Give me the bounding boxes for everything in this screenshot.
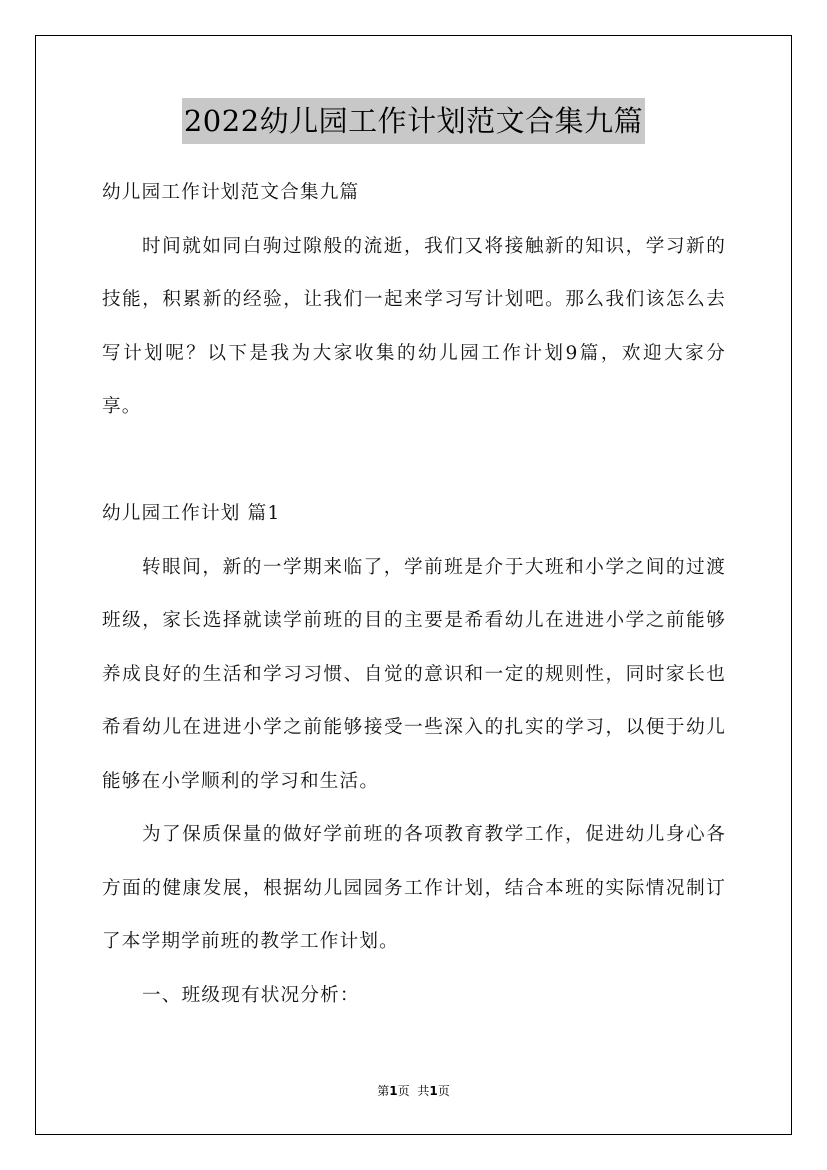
section-subheading: 一、班级现有状况分析： xyxy=(141,984,360,1006)
total-suffix: 页 xyxy=(437,1084,450,1098)
intro-paragraph: 时间就如同白驹过隙般的流逝，我们又将接触新的知识，学习新的技能，积累新的经验，让我们一起来学习写计划吧。那么我们该怎么去写计划呢？以下是我为大家收集的幼儿园工作计划9篇，欢迎大家分享。 xyxy=(102,235,726,417)
page-prefix: 第 xyxy=(377,1084,390,1098)
section-paragraph-2: 为了保质保量的做好学前班的各项教育教学工作，促进幼儿身心各方面的健康发展，根据幼儿园园务工作计划，结合本班的实际情况制订了本学期学前班的教学工作计划。 xyxy=(102,824,726,952)
page-suffix: 页 xyxy=(397,1084,410,1098)
document-title: 2022幼儿园工作计划范文合集九篇 xyxy=(182,98,645,144)
page-footer xyxy=(0,1083,827,1099)
page-total-number: 1 xyxy=(429,1084,438,1098)
document-subtitle: 幼儿园工作计划范文合集九篇 xyxy=(102,182,360,203)
document-body xyxy=(102,166,726,1022)
title-container xyxy=(0,98,827,144)
page-current-number: 1 xyxy=(389,1084,398,1098)
section-heading: 幼儿园工作计划 篇1 xyxy=(102,503,281,524)
blank-line xyxy=(102,434,726,488)
total-prefix: 共 xyxy=(417,1084,430,1098)
section-paragraph-1: 转眼间，新的一学期来临了，学前班是介于大班和小学之间的过渡班级，家长选择就读学前班的目的主要是希看幼儿在进进小学之前能够养成良好的生活和学习习惯、自觉的意识和一定的规则性，同时家长也希看幼儿在进进小学之前能够接受一些深入的扎实的学习，以便于幼儿能够在小学顺利的学习和生活。 xyxy=(102,556,726,792)
